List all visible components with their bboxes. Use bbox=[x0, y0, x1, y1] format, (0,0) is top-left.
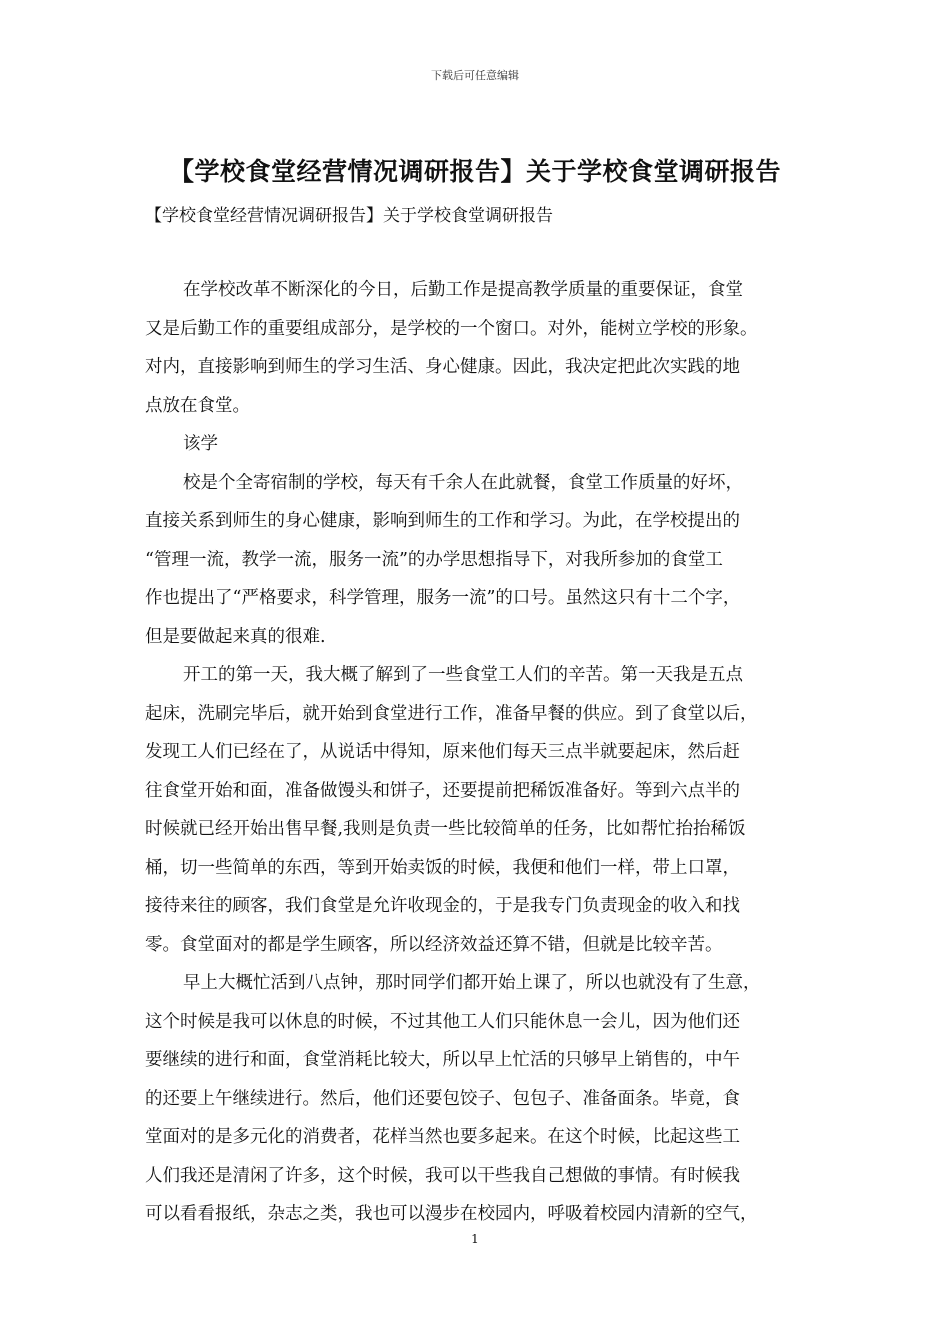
text-line: 点放在食堂。 bbox=[145, 395, 250, 416]
text-line: 起床，洗刷完毕后，就开始到食堂进行工作，准备早餐的供应。到了食堂以后， bbox=[145, 703, 758, 724]
text-line: 早上大概忙活到八点钟，那时同学们都开始上课了，所以也就没有了生意， bbox=[183, 973, 761, 993]
text-line: 发现工人们已经在了，从说话中得知，原来他们每天三点半就要起床，然后赶 bbox=[145, 742, 740, 762]
page-title: 【学校食堂经营情况调研报告】关于学校食堂调研报告 bbox=[168, 157, 781, 186]
text-line: 往食堂开始和面，准备做馒头和饼子，还要提前把稀饭准备好。等到六点半的 bbox=[145, 780, 740, 801]
text-line: 时候就已经开始出售早餐,我则是负责一些比较简单的任务，比如帮忙抬抬稀饭 bbox=[145, 819, 746, 839]
page-subtitle: 【学校食堂经营情况调研报告】关于学校食堂调研报告 bbox=[145, 206, 553, 226]
text-line: 的还要上午继续进行。然后，他们还要包饺子、包包子、准备面条。毕竟，食 bbox=[145, 1088, 740, 1109]
text-line: 这个时候是我可以休息的时候，不过其他工人们只能休息一会儿，因为他们还 bbox=[145, 1011, 740, 1032]
text-line: 可以看看报纸，杂志之类，我也可以漫步在校园内，呼吸着校园内清新的空气， bbox=[145, 1204, 758, 1224]
text-line: 但是要做起来真的很难. bbox=[145, 626, 326, 647]
text-line: 校是个全寄宿制的学校，每天有千余人在此就餐，食堂工作质量的好坏， bbox=[183, 472, 743, 493]
text-line: 开工的第一天，我大概了解到了一些食堂工人们的辛苦。第一天我是五点 bbox=[183, 665, 743, 685]
text-line: 又是后勤工作的重要组成部分，是学校的一个窗口。对外，能树立学校的形象。 bbox=[145, 318, 758, 339]
text-line: 对内，直接影响到师生的学习生活、身心健康。因此，我决定把此次实践的地 bbox=[145, 357, 740, 377]
text-line: 该学 bbox=[183, 434, 218, 454]
text-line: 接待来往的顾客，我们食堂是允许收现金的，于是我专门负责现金的收入和找 bbox=[145, 896, 740, 916]
page-number: 1 bbox=[471, 1232, 479, 1246]
text-line: 堂面对的是多元化的消费者，花样当然也要多起来。在这个时候，比起这些工 bbox=[145, 1127, 740, 1147]
text-line: 直接关系到师生的身心健康，影响到师生的工作和学习。为此，在学校提出的 bbox=[145, 511, 740, 531]
text-line: 桶，切一些简单的东西，等到开始卖饭的时候，我便和他们一样，带上口罩， bbox=[145, 857, 740, 878]
text-line: 人们我还是清闲了许多，这个时候，我可以干些我自己想做的事情。有时候我 bbox=[145, 1165, 740, 1186]
text-line: 在学校改革不断深化的今日，后勤工作是提高教学质量的重要保证，食堂 bbox=[183, 280, 743, 300]
header-note: 下载后可任意编辑 bbox=[431, 69, 519, 82]
text-line: 零。食堂面对的都是学生顾客，所以经济效益还算不错，但就是比较辛苦。 bbox=[145, 934, 723, 955]
text-line: 作也提出了“严格要求，科学管理，服务一流”的口号。虽然这只有十二个字， bbox=[145, 588, 741, 608]
text-line: “管理一流，教学一流，服务一流”的办学思想指导下，对我所参加的食堂工 bbox=[145, 549, 723, 570]
body-text bbox=[145, 271, 817, 1234]
text-line: 要继续的进行和面，食堂消耗比较大，所以早上忙活的只够早上销售的，中午 bbox=[145, 1050, 740, 1070]
